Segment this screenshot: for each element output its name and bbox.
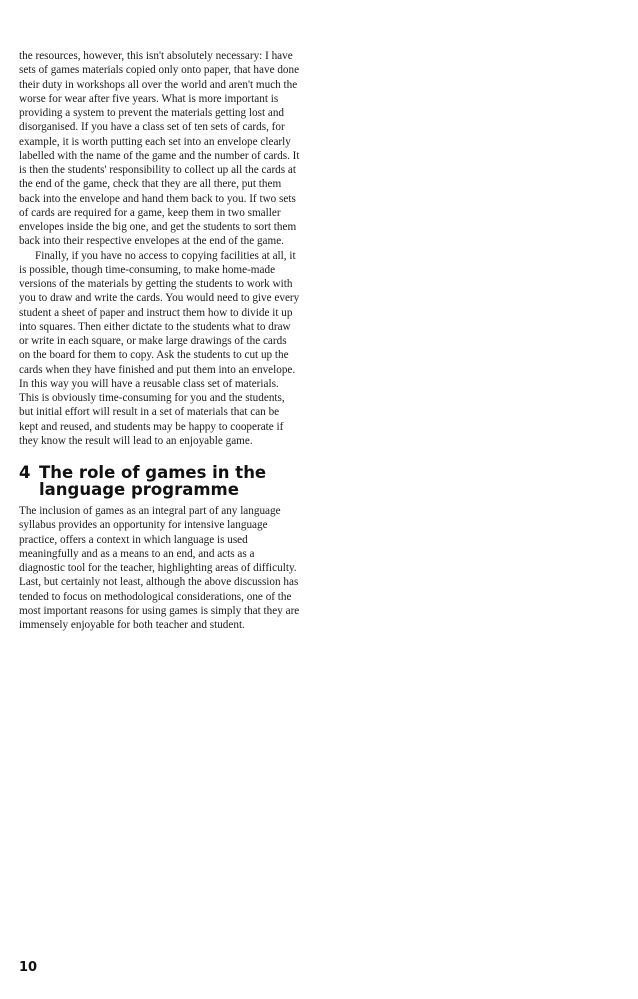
section-title: The role of games in the language programme [39,463,267,499]
section-heading [19,464,300,498]
page-number: 10 [19,960,38,975]
body-paragraph-1: the resources, however, this isn't absolutely necessary: I have sets of games materials copied only onto paper, that have done their duty in workshops all over the world and aren't much the worse for wear after five years. What is more important is providing a system to prevent the materials getting lost and disorganised. If you have a class set of ten sets of cards, for example, it is worth putting each set into an envelope clearly labelled with the name of the game and the number of cards. It is then the students' responsibility to collect up all the cards at the end of the game, check that they are all there, put them back into the envelope and hand them back to you. If two sets of cards are required for a game, keep them in two smaller envelopes inside the big one, and get the students to sort them back into their respective envelopes at the end of the game. [19,50,300,248]
body-paragraph-3: The inclusion of games as an integral part of any language syllabus provides an opportunity for intensive language practice, offers a context in which language is used meaningfully and as a means to an end, and acts as a diagnostic tool for the teacher, highlighting areas of difficulty. Last, but certainly not least, although the above discussion has tended to focus on methodological considerations, one of the most important reasons for using games is simply that they are immensely enjoyable for both teacher and student. [19,505,300,631]
section-number: 4 [19,463,31,482]
body-paragraph-2: Finally, if you have no access to copying facilities at all, it is possible, though time-consuming, to make home-made versions of the materials by getting the students to work with you to draw and write the cards. You would need to give every student a sheet of paper and instruct them how to divide it up into squares. Then either dictate to the students what to draw or write in each square, or make large drawings of the cards on the board for them to copy. Ask the students to cut up the cards when they have finished and put them into an envelope. In this way you will have a reusable class set of materials. This is obviously time-consuming for you and the students, but initial effort will result in a set of materials that can be kept and reused, and students may be happy to cooperate if they know the result will lead to an enjoyable game. [19,249,300,447]
text-column [19,49,300,632]
